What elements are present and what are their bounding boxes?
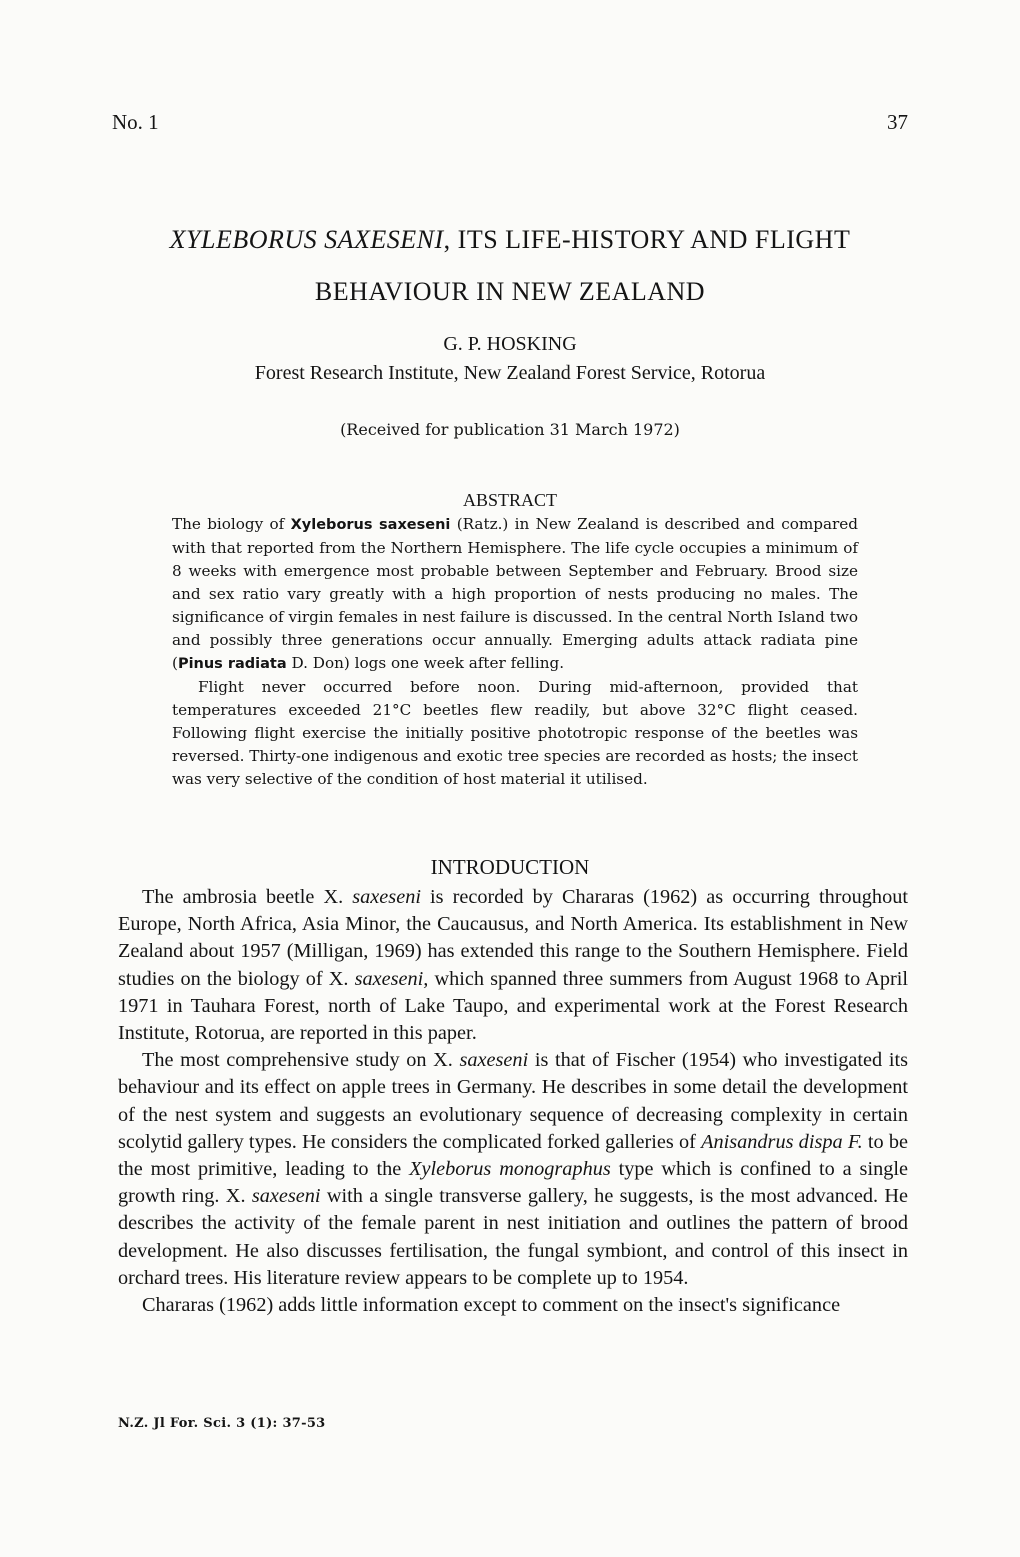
intro-text: is recorded by Chararas (1962) as occurring throughout Europe, North Africa, Asia Minor, the Caucausus, and North America. Its establishment in New Zealand about 1957 (Milligan, 1969) has extended this range to the Southern Hemisphere. Field studies on the biology of X. (118, 886, 908, 990)
abstract-body (172, 513, 858, 791)
intro-italic: Xyleborus monographus (409, 1158, 611, 1181)
abstract-text: D. Don) logs one week after felling. (286, 654, 565, 672)
abstract-text: (Ratz.) in New Zealand is described and compared with that reported from the Northern Hemisphere. The life cycle occupies a minimum of 8 weeks with emergence most probable between September and February. Brood size and sex ratio vary greatly with a high proportion of nests producing no males. The significance of virgin females in nest failure is discussed. In the central North Island two and possibly three generations occur annually. Emerging adults attack radiata pine ( (172, 515, 858, 672)
issue-number: No. 1 (112, 110, 159, 134)
author-name: G. P. HOSKING (443, 333, 577, 355)
abstract-text: The biology of (172, 515, 291, 533)
abstract-paragraph-1 (172, 513, 858, 676)
title-species: XYLEBORUS SAXESENI (169, 225, 444, 254)
title-line-2: BEHAVIOUR IN NEW ZEALAND (314, 277, 706, 306)
author-affiliation: Forest Research Institute, New Zealand Forest Service, Rotorua (254, 362, 766, 384)
intro-text: type which is confined to a single growth ring. X. (118, 1158, 908, 1208)
intro-italic: saxeseni (352, 886, 421, 908)
abstract-paragraph-2: Flight never occurred before noon. During mid-afternoon, provided that temperatures exceeded 21°C beetles flew readily, but above 32°C flight ceased. Following flight exercise the initially positive phototropic response of the beetles was reversed. Thirty-one indigenous and exotic tree species are recorded as hosts; the insect was very selective of the condition of host material it utilised. (172, 678, 858, 788)
paper-title (60, 214, 960, 318)
intro-text: which spanned three summers from August 1968 to April 1971 in Tauhara Forest, north of Lake Taupo, and experimental work at the Forest Research Institute, Rotorua, are reported in this paper. (118, 967, 908, 1045)
introduction-body (118, 884, 908, 1319)
intro-italic: saxeseni (251, 1185, 321, 1208)
intro-text: The most comprehensive study on X. (142, 1049, 460, 1072)
intro-text: to be the most primitive, leading to the (118, 1130, 909, 1181)
intro-italic: Anisandrus dispa F. (701, 1130, 863, 1153)
title-line-1 (60, 214, 960, 266)
introduction-heading: INTRODUCTION (430, 855, 590, 879)
intro-paragraph-3: Chararas (1962) adds little information except to comment on the insect's significance (142, 1294, 841, 1317)
pine-species-name: Pinus radiata (177, 656, 287, 672)
intro-paragraph-1 (118, 884, 908, 1047)
intro-text: is that of Fischer (1954) who investigated its behaviour and its effect on apple trees in Germany. He describes in some detail the development of the nest system and suggests an evolutionary sequence of decreasing complexity in certain scolytid gallery types. He considers the complicated forked galleries of (118, 1049, 908, 1153)
received-date: (Received for publication 31 March 1972) (340, 420, 680, 439)
page-number: 37 (887, 110, 908, 134)
journal-citation: N.Z. Jl For. Sci. 3 (1): 37-53 (118, 1416, 326, 1431)
intro-text: The ambrosia beetle X. (142, 886, 353, 908)
species-name: Xyleborus saxeseni (290, 517, 451, 533)
title-line-1-rest: , ITS LIFE-HISTORY AND FLIGHT (443, 225, 851, 254)
intro-italic: saxeseni (459, 1049, 529, 1072)
intro-italic: saxeseni, (354, 967, 429, 990)
intro-text: with a single transverse gallery, he suggests, is the most advanced. He describes the activity of the female parent in nest initiation and outlines the pattern of brood development. He also discusses fertilisation, the fungal symbiont, and control of this insect in orchard trees. His literature review appears to be complete up to 1954. (118, 1185, 909, 1289)
abstract-heading: ABSTRACT (462, 490, 558, 510)
intro-paragraph-2 (118, 1047, 908, 1292)
